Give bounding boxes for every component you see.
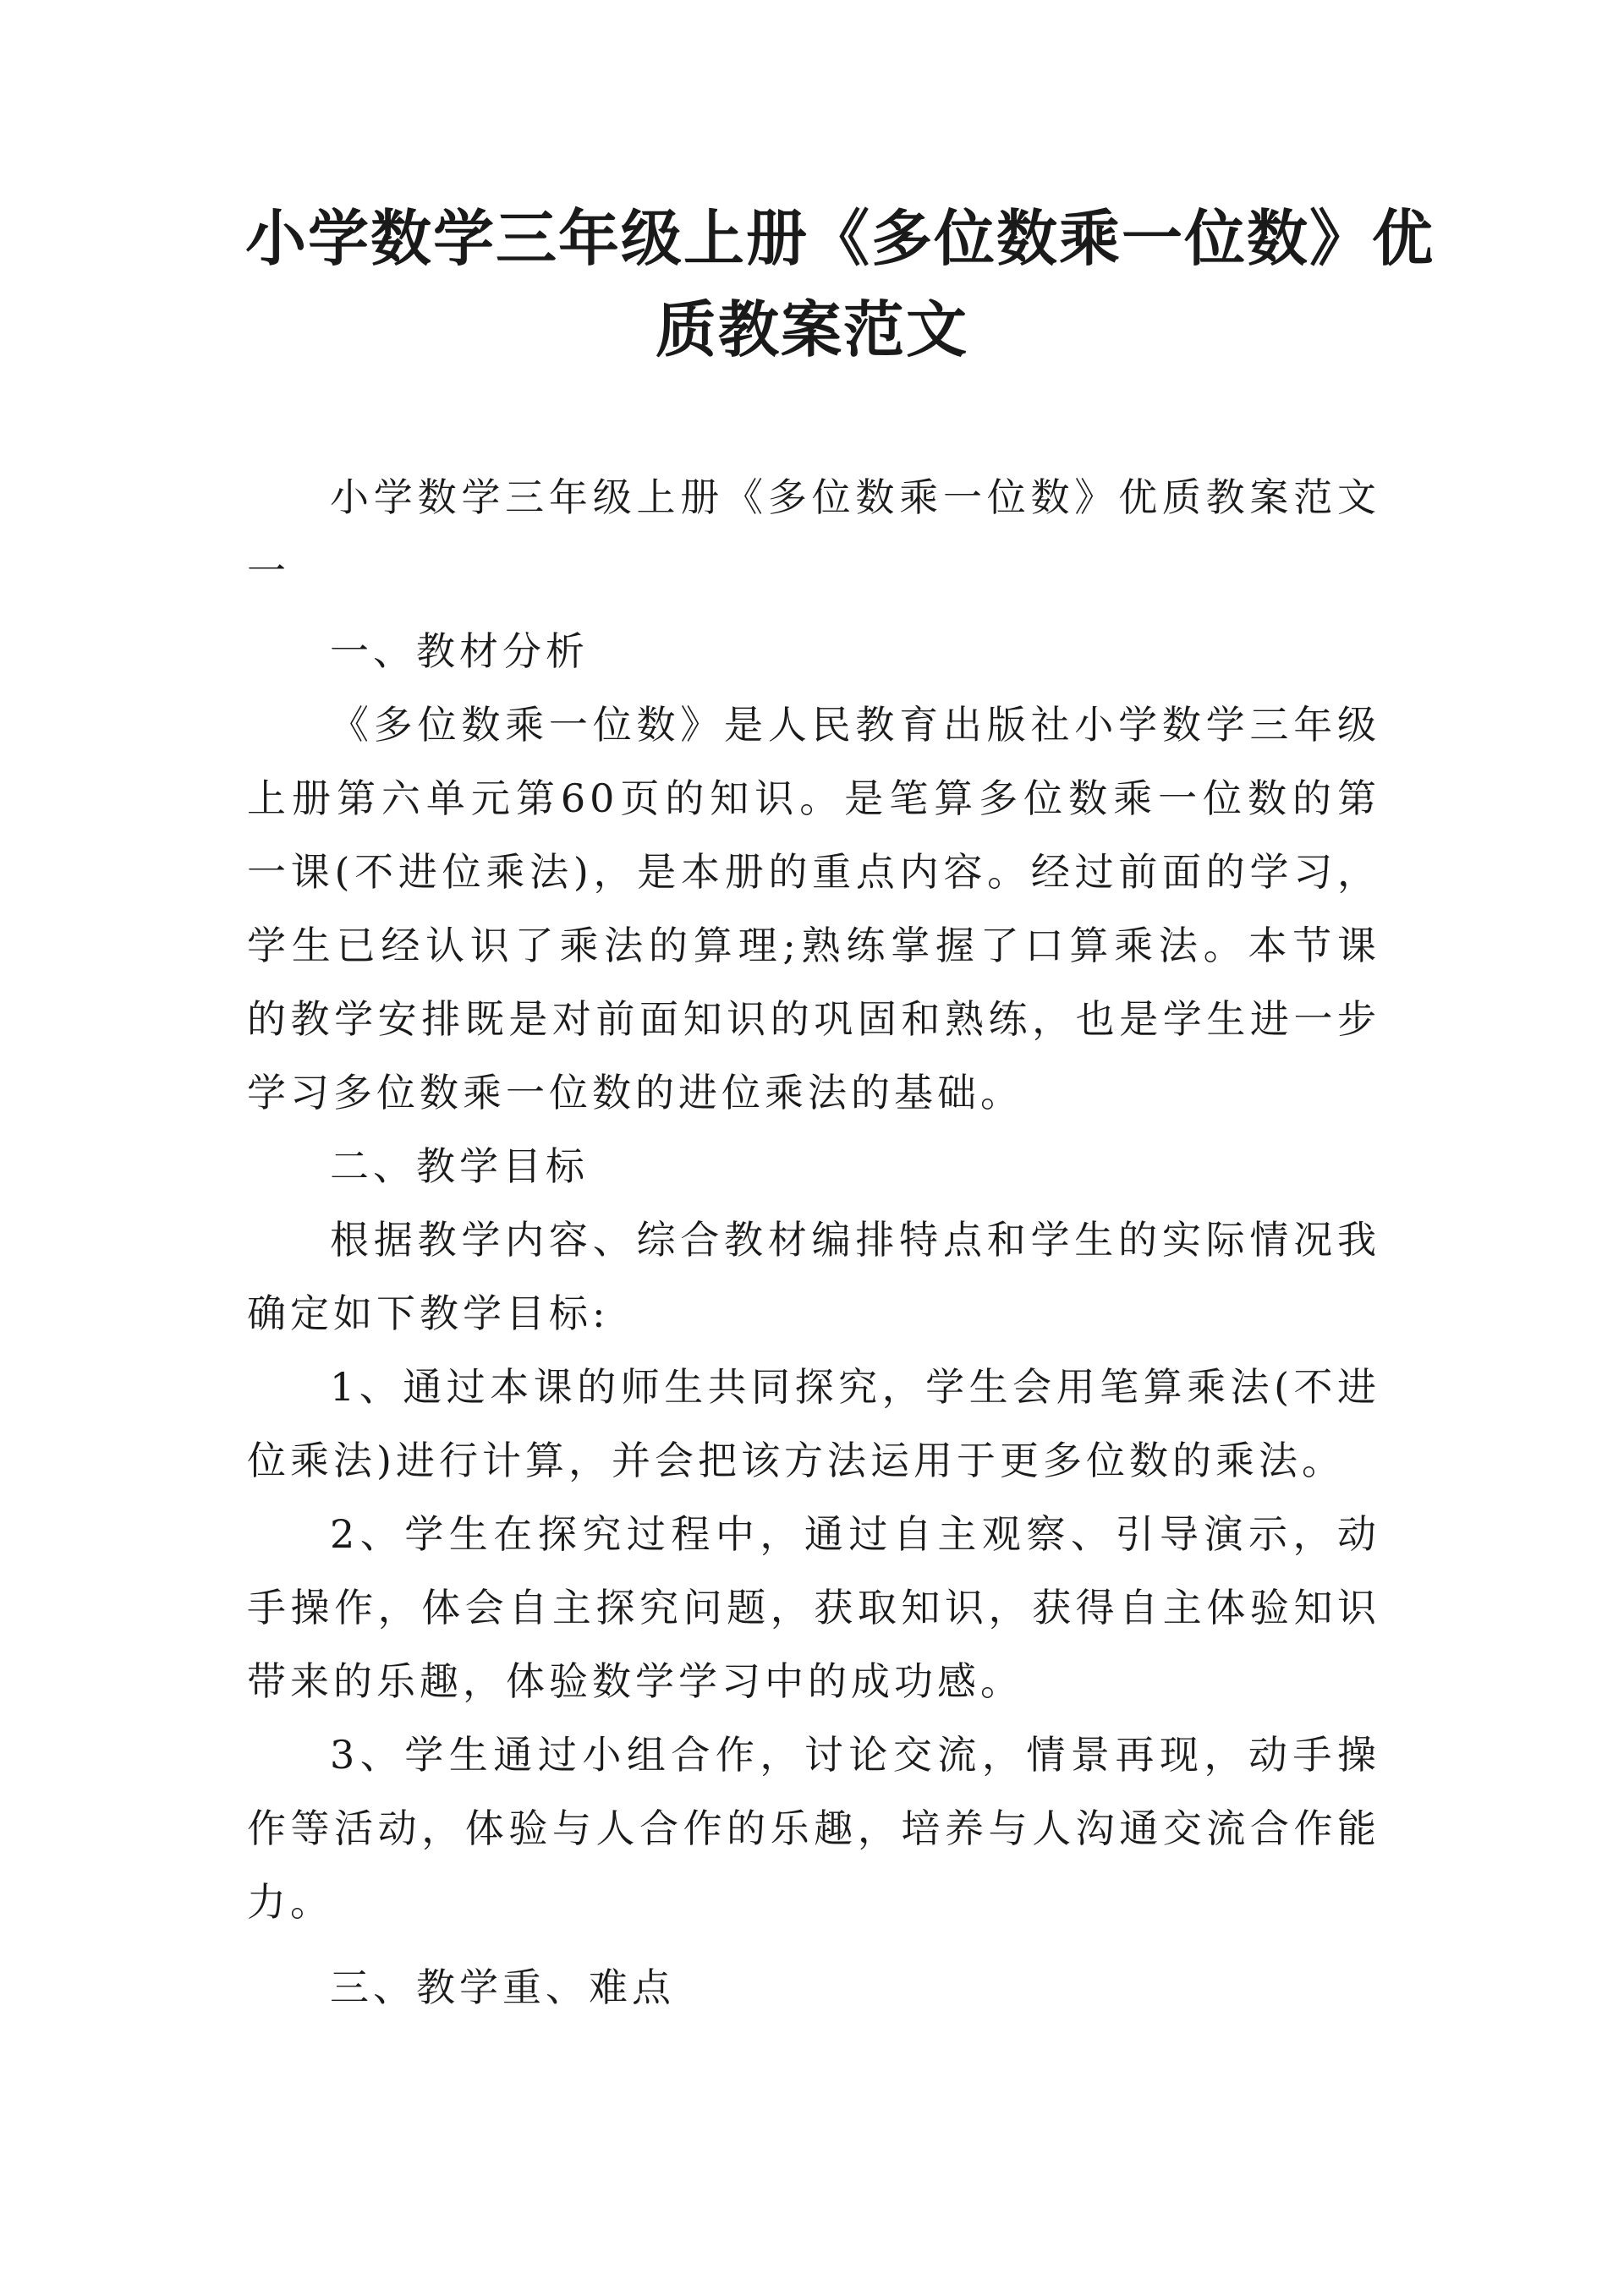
document-body xyxy=(247,461,1380,2025)
subtitle-paragraph: 小学数学三年级上册《多位数乘一位数》优质教案范文一 xyxy=(247,474,1380,594)
section-heading-2: 二、教学目标 xyxy=(330,1143,589,1189)
list-item: 1、通过本课的师生共同探究，学生会用笔算乘法(不进位乘法)进行计算，并会把该方法运用于更多位数的乘法。 xyxy=(247,1364,1380,1483)
section-heading-1: 一、教材分析 xyxy=(330,628,589,674)
title-line-2: 质教案范文 xyxy=(655,293,968,365)
body-paragraph: 《多位数乘一位数》是人民教育出版社小学数学三年级上册第六单元第60页的知识。是笔算多位数乘一位数的第一课(不进位乘法)，是本册的重点内容。经过前面的学习，学生已经认识了乘法的算理;熟练掌握了口算乘法。本节课的教学安排既是对前面知识的巩固和熟练，也是学生进一步学习多位数乘一位数的进位乘法的基础。 xyxy=(247,702,1380,1115)
body-paragraph: 根据教学内容、综合教材编排特点和学生的实际情况我确定如下教学目标: xyxy=(247,1217,1380,1336)
list-item: 2、学生在探究过程中，通过自主观察、引导演示，动手操作，体会自主探究问题，获取知识，获得自主体验知识带来的乐趣，体验数学学习中的成功感。 xyxy=(247,1511,1380,1704)
list-item: 3、学生通过小组合作，讨论交流，情景再现，动手操作等活动，体验与人合作的乐趣，培养与人沟通交流合作能力。 xyxy=(247,1732,1380,1925)
section-heading-3: 三、教学重、难点 xyxy=(330,1964,675,2010)
title-line-1: 小学数学三年级上册《多位数乘一位数》优 xyxy=(245,202,1435,274)
document-title xyxy=(245,193,1435,375)
